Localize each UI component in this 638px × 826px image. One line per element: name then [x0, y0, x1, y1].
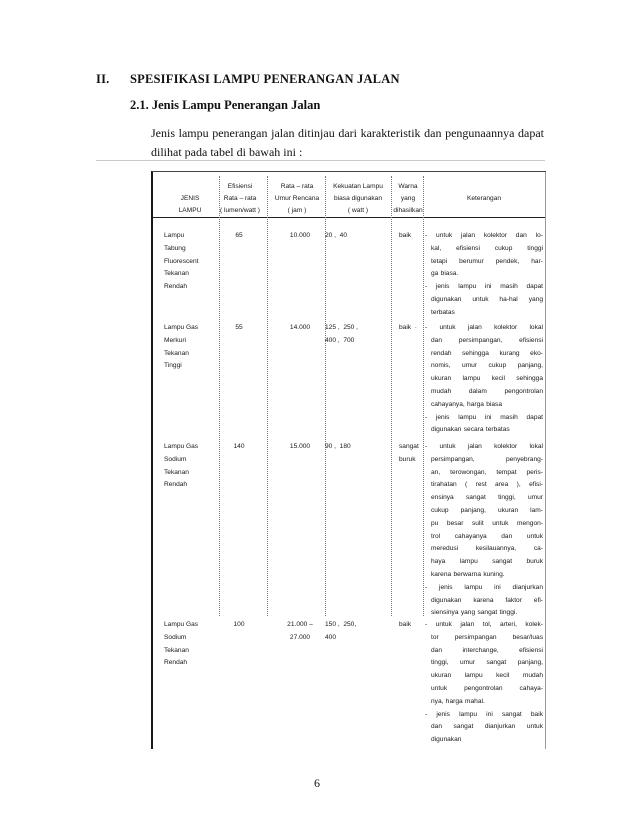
- cell-warna: [399, 619, 423, 632]
- cell-keterangan: [425, 230, 543, 320]
- cell-line: ensinya sangat tinggi, umur: [431, 494, 543, 502]
- header-line: Rata – rata: [223, 195, 257, 202]
- cell-jenis-lampu: [164, 230, 220, 294]
- cell-line: dan persimpangan, efisiensi: [431, 336, 543, 344]
- cell-keterangan: [425, 441, 543, 620]
- header-line: LAMPU: [178, 207, 202, 214]
- cell-line: Sodium: [164, 455, 187, 463]
- header-keterangan: [425, 193, 543, 205]
- header-jenis-lampu: [165, 193, 215, 217]
- header-warna: [391, 181, 425, 217]
- column-divider: [391, 176, 392, 616]
- cell-line: baik ·: [399, 324, 417, 331]
- cell-umur-rencana: [275, 230, 325, 243]
- cell-efisiensi: [219, 322, 259, 335]
- header-line: Warna: [398, 183, 418, 190]
- cell-line: ukuran lampu kecil mudah: [431, 672, 543, 680]
- cell-line: - untuk jalan kolektor lokal: [425, 443, 543, 450]
- cell-line: - untuk jalan kolektor lokal: [425, 324, 543, 331]
- header-line: Rata – rata: [280, 183, 314, 190]
- cell-line: Tekanan: [164, 349, 189, 357]
- cell-line: dan interchange, efisiensi: [431, 646, 543, 654]
- scan-divider: [96, 160, 545, 161]
- header-line: Keterangan: [466, 195, 502, 202]
- cell-line: untuk pengontrolan cahaya-: [431, 684, 543, 692]
- cell-umur-rencana: [275, 441, 325, 454]
- cell-line: buruk: [399, 455, 416, 463]
- cell-line: Lampu Gas: [164, 443, 199, 450]
- cell-line: Tinggi: [164, 362, 182, 370]
- header-line: Kekuatan Lampu: [333, 183, 383, 190]
- cell-line: 125 , 250 ,: [325, 324, 358, 331]
- intro-paragraph: Jenis lampu penerangan jalan ditinjau dari karakteristik dan pengunaannya dapat dilihat pada tabel di bawah ini :: [151, 126, 544, 159]
- cell-line: persimpangan, penyebrang-: [431, 455, 543, 463]
- cell-kekuatan-lampu: [325, 230, 391, 243]
- cell-line: - jenis lampu ini masih dapat: [425, 413, 543, 421]
- header-kekuatan: [325, 181, 391, 217]
- cell-line: - untuk jalan tol, arteri, kolek-: [425, 621, 543, 628]
- cell-line: Lampu: [164, 232, 185, 239]
- cell-line: Rendah: [164, 659, 188, 667]
- header-line: JENIS: [180, 195, 200, 202]
- header-line: ( lumen/watt ): [220, 207, 260, 214]
- cell-line: dan sangat dianjurkan untuk: [431, 723, 543, 731]
- column-divider: [423, 176, 424, 616]
- cell-line: Lampu Gas: [164, 621, 199, 628]
- cell-kekuatan-lampu: [325, 619, 391, 645]
- cell-line: nomis, umur cukup panjang,: [431, 362, 543, 370]
- cell-line: trol cahayanya dan untuk: [431, 532, 543, 540]
- cell-line: cahayanya, harga biasa: [431, 400, 503, 408]
- cell-kekuatan-lampu: [325, 441, 391, 454]
- cell-line: 65: [235, 232, 243, 239]
- cell-line: 15.000: [289, 443, 311, 450]
- cell-efisiensi: [219, 441, 259, 454]
- cell-line: Sodium: [164, 633, 187, 641]
- cell-line: Tekanan: [164, 270, 189, 278]
- cell-keterangan: [425, 619, 543, 747]
- header-rule: [153, 217, 546, 218]
- cell-line: terbatas: [431, 308, 455, 316]
- cell-jenis-lampu: [164, 619, 220, 670]
- cell-line: tor persimpangan besar/luas: [431, 633, 543, 641]
- cell-line: - jenis lampu ini sangat baik: [425, 710, 543, 718]
- lamp-spec-table: [151, 171, 546, 749]
- header-line: Umur Rencana: [274, 195, 320, 202]
- cell-line: Lampu Gas: [164, 324, 199, 331]
- cell-jenis-lampu: [164, 441, 220, 492]
- cell-warna: [399, 322, 423, 335]
- cell-efisiensi: [219, 230, 259, 243]
- cell-efisiensi: [219, 619, 259, 632]
- cell-line: Rendah: [164, 481, 188, 489]
- cell-line: 21.000 –: [287, 621, 313, 628]
- cell-line: Merkuri: [164, 336, 186, 344]
- cell-line: tirahatan ( rest area ), efisi-: [431, 481, 543, 489]
- header-umur: [269, 181, 325, 217]
- cell-keterangan: [425, 322, 543, 437]
- cell-line: 14.000: [289, 324, 311, 331]
- cell-line: kal, efisiensi cukup tinggi: [431, 244, 543, 252]
- cell-line: 20 , 40: [325, 232, 347, 239]
- cell-line: cukup panjang, ukuran lam-: [431, 506, 543, 514]
- section-title: SPESIFIKASI LAMPU PENERANGAN JALAN: [130, 72, 400, 86]
- cell-warna: [399, 441, 423, 467]
- page-number: 6: [314, 776, 320, 790]
- cell-line: 10.000: [289, 232, 311, 239]
- subsection-title: 2.1. Jenis Lampu Penerangan Jalan: [130, 98, 321, 112]
- cell-warna: [399, 230, 423, 243]
- cell-line: an, terowongan, tempat peris-: [431, 468, 543, 476]
- cell-line: haya lampu sangat buruk: [431, 558, 543, 566]
- cell-line: digunakan: [431, 736, 462, 744]
- cell-line: digunakan untuk ha-hal yang: [431, 295, 543, 303]
- cell-line: baik: [399, 621, 412, 628]
- cell-line: pu besar sulit untuk mengon-: [431, 519, 543, 527]
- header-efisiensi: [211, 181, 269, 217]
- cell-line: 27.000: [289, 633, 311, 641]
- cell-line: 90 , 180: [325, 443, 351, 450]
- cell-line: digunakan karena faktor efi-: [431, 596, 543, 604]
- cell-umur-rencana: [275, 322, 325, 335]
- cell-line: rendah sehingga kurang eko-: [431, 349, 543, 357]
- cell-line: Tekanan: [164, 646, 189, 654]
- column-divider: [267, 176, 268, 616]
- header-line: ( jam ): [287, 207, 307, 214]
- cell-line: sangat: [399, 443, 419, 450]
- cell-line: 400: [325, 633, 337, 641]
- cell-line: 140: [233, 443, 245, 450]
- cell-line: ga biasa.: [431, 270, 459, 278]
- cell-line: digunakan secara terbatas: [431, 426, 510, 434]
- cell-umur-rencana: [275, 619, 325, 645]
- header-line: yang: [400, 195, 416, 202]
- header-line: Efisiensi: [227, 183, 253, 190]
- cell-line: nya, harga mahal.: [431, 697, 485, 705]
- section-number: II.: [96, 72, 110, 86]
- cell-kekuatan-lampu: [325, 322, 391, 348]
- header-line: biasa digunakan: [333, 195, 383, 202]
- header-line: dihasilkan: [393, 207, 423, 214]
- cell-line: Tekanan: [164, 468, 189, 476]
- cell-line: tetapi berumur pendek, har-: [431, 257, 543, 265]
- cell-line: Fluorescent: [164, 257, 199, 265]
- cell-line: Rendah: [164, 283, 188, 291]
- cell-line: 150 , 250,: [325, 621, 357, 628]
- header-line: ( watt ): [347, 207, 369, 214]
- cell-line: - jenis lampu ini masih dapat: [425, 283, 543, 291]
- cell-line: karena berwarna kuning.: [431, 570, 505, 578]
- cell-line: mudah dalam pengontrolan: [431, 387, 543, 395]
- cell-line: 400 , 700: [325, 336, 355, 344]
- cell-line: baik: [399, 232, 412, 239]
- cell-line: tinggi, umur sangat panjang,: [431, 659, 543, 667]
- cell-line: - untuk jalan kolektor dan lo-: [425, 232, 543, 239]
- cell-line: ukuran lampu kecil sehingga: [431, 375, 543, 383]
- cell-jenis-lampu: [164, 322, 220, 373]
- cell-line: meredusi kesilauannya, ca-: [431, 545, 543, 553]
- cell-line: siensinya yang sangat tinggi.: [431, 609, 518, 617]
- cell-line: Tabung: [164, 244, 186, 252]
- cell-line: 55: [235, 324, 243, 331]
- cell-line: - jenis lampu ini dianjurkan: [425, 583, 543, 591]
- cell-line: 100: [233, 621, 245, 628]
